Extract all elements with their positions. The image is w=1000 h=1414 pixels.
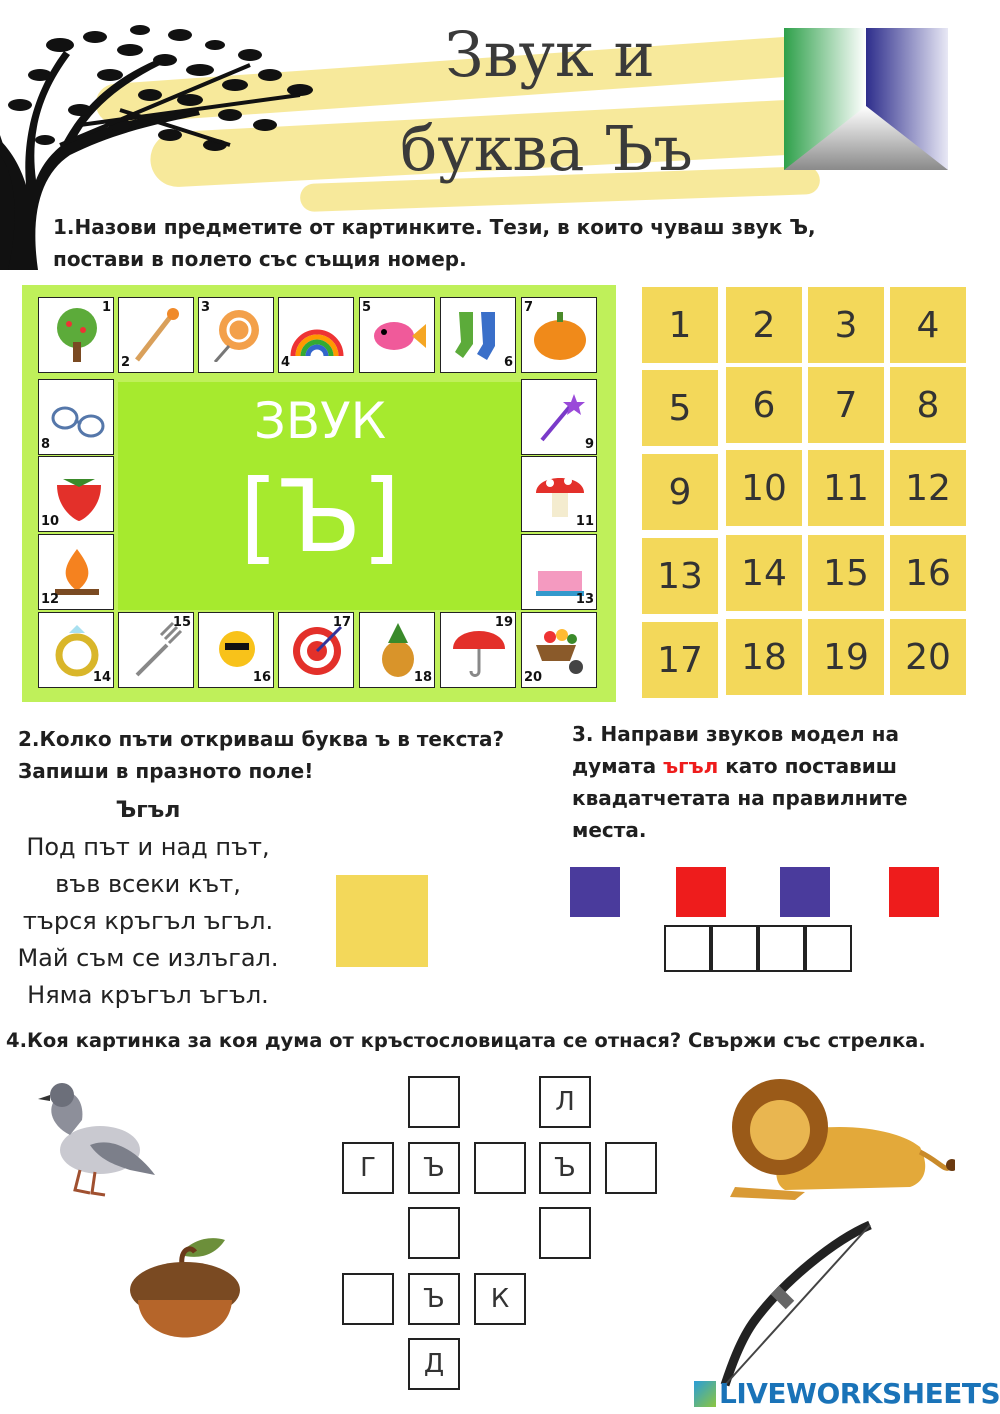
board-cell[interactable] (440, 297, 516, 373)
lollipop-icon (209, 306, 265, 362)
pigeon-icon[interactable] (30, 1075, 160, 1200)
board-cell[interactable] (521, 379, 597, 455)
acorn-icon[interactable] (120, 1230, 250, 1370)
answer-slot[interactable]: 1 (642, 287, 718, 363)
answer-slot[interactable]: 3 (808, 287, 884, 363)
lion-icon[interactable] (725, 1072, 955, 1207)
board-cell[interactable] (198, 297, 274, 373)
task3-line4: места. (572, 818, 647, 842)
board-cell-number: 7 (524, 300, 534, 315)
answer-slot[interactable]: 11 (808, 450, 884, 526)
board-cell[interactable] (118, 612, 194, 688)
poem-line: Под път и над път, (26, 833, 270, 861)
glasses-icon (49, 388, 105, 444)
board-cell[interactable] (359, 297, 435, 373)
answer-slot[interactable]: 16 (890, 535, 966, 611)
task3-highlight-word: ъгъл (663, 754, 719, 778)
answer-slot[interactable]: 6 (726, 367, 802, 443)
answer-slot[interactable]: 10 (726, 450, 802, 526)
board-cell-number: 1 (101, 300, 111, 315)
task3-instruction (572, 718, 908, 846)
board-cell-number: 5 (362, 300, 372, 315)
mushroom-icon (532, 465, 588, 521)
board-cell[interactable] (38, 612, 114, 688)
board-cell-number: 8 (41, 437, 51, 452)
board-cell-number: 17 (332, 615, 351, 630)
board-cell-number: 19 (494, 615, 513, 630)
answer-slot[interactable]: 15 (808, 535, 884, 611)
board-cell[interactable] (38, 379, 114, 455)
board-cell[interactable] (38, 456, 114, 532)
answer-slot[interactable]: 4 (890, 287, 966, 363)
poem-line: във всеки кът, (55, 870, 241, 898)
board-cell-number: 13 (575, 592, 594, 607)
board-cell-number: 4 (281, 355, 291, 370)
board-cell-number: 9 (584, 437, 594, 452)
pumpkin-icon (532, 306, 588, 362)
board-center-word: ЗВУК (253, 392, 387, 450)
board-cell[interactable] (359, 612, 435, 688)
strawberry-icon (49, 465, 105, 521)
crossword-cell[interactable]: К (474, 1273, 526, 1325)
answer-slot[interactable]: 2 (726, 287, 802, 363)
fish-icon (370, 306, 426, 362)
bow-icon[interactable] (715, 1220, 875, 1390)
vowel-square[interactable] (780, 867, 830, 917)
page-title-line2: буква Ъъ (400, 112, 693, 185)
answer-slot[interactable]: 18 (726, 619, 802, 695)
wheelbarrow-icon (532, 621, 588, 677)
poem-title: Ъгъл (115, 798, 181, 823)
board-cell[interactable] (278, 297, 354, 373)
task4-instruction: 4.Коя картинка за коя дума от кръстословицата се отнася? Свържи със стрелка. (6, 1029, 926, 1052)
ring-icon (49, 621, 105, 677)
board-cell[interactable] (521, 612, 597, 688)
board-cell-number: 2 (121, 355, 131, 370)
task3-line2-post: като поставиш (718, 754, 897, 778)
task1-instruction (53, 211, 816, 275)
board-cell[interactable] (521, 297, 597, 373)
crossword-cell[interactable] (408, 1207, 460, 1259)
tree-icon (49, 306, 105, 362)
sound-model-slot[interactable] (711, 925, 758, 972)
poem (0, 792, 296, 1014)
board-cell[interactable] (38, 534, 114, 610)
board-center (118, 382, 522, 610)
poem-line: търся кръгъл ъгъл. (22, 907, 274, 935)
footer-brand (694, 1377, 1000, 1410)
crossword-cell[interactable]: Л (539, 1076, 591, 1128)
sun-icon (209, 621, 265, 677)
sound-model-slot[interactable] (805, 925, 852, 972)
board-center-letter: [Ъ] (239, 458, 401, 575)
task3-line3: квадатчетата на правилните (572, 786, 908, 810)
task2-line1: 2.Колко пъти откриваш буква ъ в текста? (18, 727, 505, 751)
rainbow-icon (289, 306, 345, 362)
count-answer-field[interactable] (336, 875, 428, 967)
consonant-square[interactable] (889, 867, 939, 917)
crossword-cell[interactable] (605, 1142, 657, 1194)
answer-slot[interactable]: 19 (808, 619, 884, 695)
board-cell-number: 12 (41, 592, 60, 607)
board-cell-number: 15 (172, 615, 191, 630)
answer-slot[interactable]: 12 (890, 450, 966, 526)
board-cell-number: 18 (413, 670, 432, 685)
sound-model-slot[interactable] (758, 925, 805, 972)
answer-slot[interactable]: 17 (642, 622, 718, 698)
poem-line: Няма кръгъл ъгъл. (27, 981, 269, 1009)
answer-slot[interactable]: 9 (642, 454, 718, 530)
board-cell-number: 14 (92, 670, 111, 685)
board-cell[interactable] (521, 456, 597, 532)
bookmark-ribbon-icon (784, 28, 948, 170)
vowel-square[interactable] (570, 867, 620, 917)
crossword-cell[interactable] (539, 1207, 591, 1259)
board-cell-number: 16 (252, 670, 271, 685)
board-cell-number: 10 (41, 514, 60, 529)
poem-line: Май съм се излъгал. (17, 944, 279, 972)
board-cell[interactable] (198, 612, 274, 688)
board-cell-number: 20 (524, 670, 543, 685)
board-cell[interactable] (440, 612, 516, 688)
crossword-cell[interactable] (474, 1142, 526, 1194)
crossword-cell[interactable]: Ъ (408, 1273, 460, 1325)
crossword-cell[interactable]: Ъ (408, 1142, 460, 1194)
page-title-line1: Звук и (445, 18, 655, 91)
crossword-cell[interactable]: Г (342, 1142, 394, 1194)
crossword-cell[interactable]: Д (408, 1338, 460, 1390)
task2-line2: Запиши в празното поле! (18, 759, 314, 783)
board-cell[interactable] (521, 534, 597, 610)
answer-slot[interactable]: 5 (642, 370, 718, 446)
task3-line2-pre: думата (572, 754, 664, 778)
pineapple-icon (370, 621, 426, 677)
answer-slot[interactable]: 8 (890, 367, 966, 443)
answer-slot[interactable]: 20 (890, 619, 966, 695)
brand-logo-icon (694, 1381, 716, 1407)
wand-icon (532, 388, 588, 444)
board-cell[interactable] (118, 297, 194, 373)
cake-icon (532, 543, 588, 599)
brand-text: LIVEWORKSHEETS (719, 1377, 1000, 1410)
task2-instruction (18, 723, 504, 787)
board-cell[interactable] (38, 297, 114, 373)
board-cell-number: 11 (575, 514, 594, 529)
board-cell[interactable] (278, 612, 354, 688)
consonant-square[interactable] (676, 867, 726, 917)
crossword-cell[interactable]: Ъ (539, 1142, 591, 1194)
campfire-icon (49, 543, 105, 599)
match-icon (129, 306, 185, 362)
sound-model-slot[interactable] (664, 925, 711, 972)
answer-slot[interactable]: 7 (808, 367, 884, 443)
answer-slot[interactable]: 13 (642, 538, 718, 614)
task1-line1: 1.Назови предметите от картинките. Тези, в които чуваш звук Ъ, (53, 215, 816, 239)
socks-icon (451, 306, 507, 362)
task3-line1: 3. Направи звуков модел на (572, 722, 899, 746)
answer-slot[interactable]: 14 (726, 535, 802, 611)
crossword-cell[interactable] (408, 1076, 460, 1128)
board-cell-number: 6 (503, 355, 513, 370)
crossword-cell[interactable] (342, 1273, 394, 1325)
board-cell-number: 3 (201, 300, 211, 315)
task1-line2: постави в полето със същия номер. (53, 247, 467, 271)
